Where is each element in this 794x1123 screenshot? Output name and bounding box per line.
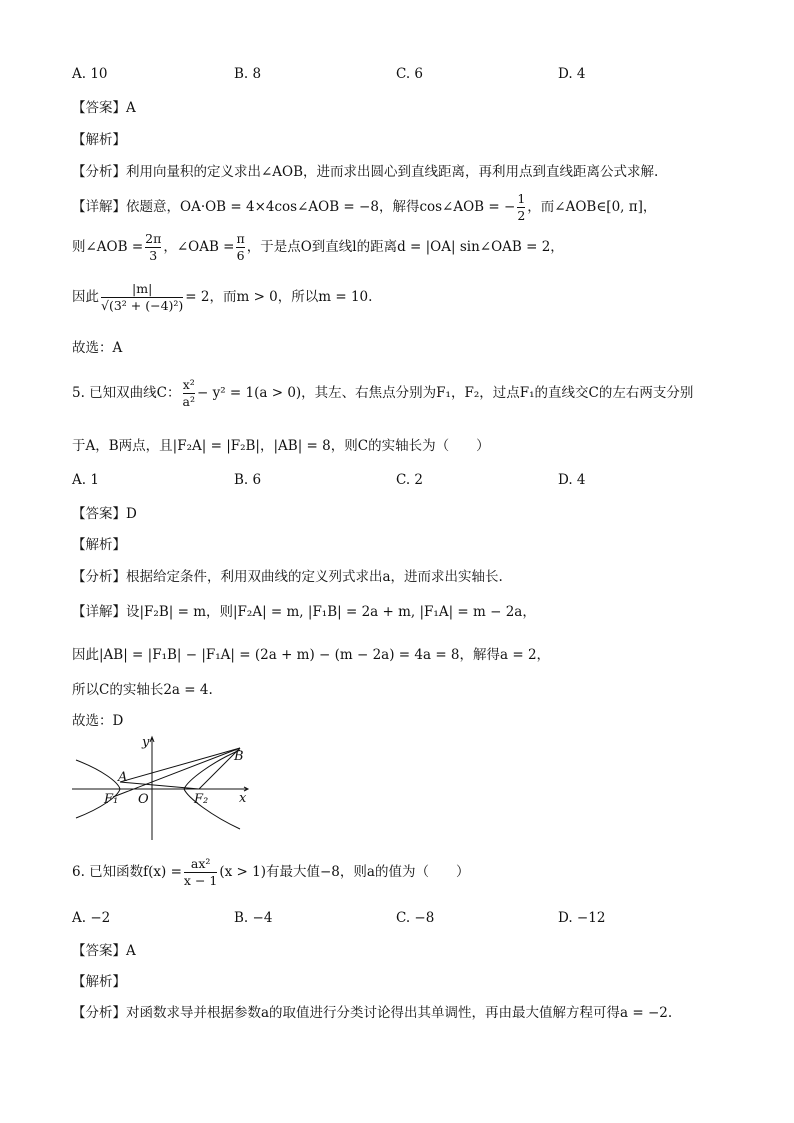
fraction-denominator: 2 <box>517 208 526 223</box>
detail-text: 则∠AOB = <box>72 239 144 255</box>
label-a: A <box>118 770 128 785</box>
q4-detail-line2 <box>72 230 564 264</box>
answer-tag: 【答案】 <box>72 943 126 959</box>
q4-fenxi <box>72 162 658 182</box>
xiangjie-tag: 【详解】 <box>72 199 126 215</box>
fraction <box>145 231 161 264</box>
q5-detail-line3: 所以C的实轴长2a = 4. <box>72 682 213 698</box>
fraction <box>184 856 217 889</box>
q4-detail-line3 <box>72 280 372 314</box>
fraction-denominator: x − 1 <box>183 873 218 888</box>
q6-options <box>72 910 672 930</box>
label-f2: F₂ <box>194 792 209 807</box>
q5-choice: 故选：D <box>72 713 124 729</box>
q6-answer <box>72 941 136 961</box>
q6-option-b: B. −4 <box>234 910 273 926</box>
answer-value: A <box>126 100 136 116</box>
q6-stem <box>72 855 469 889</box>
q5-stem-line2: 于A，B两点，且|F₂A| = |F₂B|，|AB| = 8，则C的实轴长为（ ） <box>72 438 490 454</box>
stem-text: (x > 1)有最大值−8，则a的值为（ ） <box>219 864 470 880</box>
q6-option-c: C. −8 <box>396 910 435 926</box>
answer-tag: 【答案】 <box>72 506 126 522</box>
analysis-tag: 【解析】 <box>72 537 126 553</box>
analysis-tag: 【解析】 <box>72 132 126 148</box>
fraction-numerator: |m| <box>132 281 153 296</box>
fenxi-text: 利用向量积的定义求出∠AOB，进而求出圆心到直线距离，再利用点到直线距离公式求解. <box>126 164 659 180</box>
line-a-f2 <box>120 782 199 789</box>
fraction <box>183 377 195 410</box>
label-x: x <box>239 791 247 806</box>
detail-text: ，∠OAB = <box>163 239 235 255</box>
fraction-numerator: ax² <box>190 856 211 871</box>
q5-answer <box>72 504 137 524</box>
fenxi-text: 根据给定条件，利用双曲线的定义列式求出a，进而求出实轴长. <box>126 569 503 585</box>
q5-option-d: D. 4 <box>558 472 586 488</box>
line-f1-b <box>113 748 240 797</box>
q4-choice: 故选：A <box>72 340 123 356</box>
detail-text: ，而∠AOB∈[0, π]， <box>527 199 657 215</box>
q6-fenxi <box>72 1003 672 1023</box>
fraction-denominator: 3 <box>145 247 161 264</box>
q5-options <box>72 472 672 492</box>
q6-option-a: A. −2 <box>72 910 111 926</box>
q4-option-d: D. 4 <box>558 66 586 82</box>
q5-detail-line1 <box>72 602 536 622</box>
line-a-b <box>120 748 240 782</box>
xiangjie-tag: 【详解】 <box>72 604 126 620</box>
fenxi-tag: 【分析】 <box>72 164 126 180</box>
answer-value: A <box>126 943 136 959</box>
q5-option-b: B. 6 <box>234 472 262 488</box>
q4-options <box>72 66 672 86</box>
fraction-numerator: π <box>236 231 245 246</box>
stem-text: 5. 已知双曲线C： <box>72 385 181 401</box>
fenxi-tag: 【分析】 <box>72 1005 126 1021</box>
detail-text: 设|F₂B| = m，则|F₂A| = m, |F₁B| = 2a + m, |F₁A| = m − 2a， <box>126 604 536 620</box>
stem-text: − y² = 1(a > 0)，其左、右焦点分别为F₁，F₂，过点F₁的直线交C的左右两支分别 <box>196 385 694 401</box>
fraction-denominator: √(3² + (−4)²) <box>101 298 184 313</box>
fraction-numerator: 2π <box>145 231 162 246</box>
q4-answer <box>72 98 136 118</box>
q6-option-d: D. −12 <box>558 910 606 926</box>
answer-value: D <box>126 506 137 522</box>
label-b: B <box>234 749 244 764</box>
answer-tag: 【答案】 <box>72 100 126 116</box>
label-y: y <box>142 735 150 750</box>
q4-option-a: A. 10 <box>72 66 108 82</box>
q5-analysis-heading <box>72 535 126 555</box>
stem-text: 6. 已知函数f(x) = <box>72 864 182 880</box>
fraction-numerator: 1 <box>517 191 526 206</box>
fraction-denominator: a² <box>182 394 195 409</box>
q5-option-c: C. 2 <box>396 472 424 488</box>
q5-detail-line2: 因此|AB| = |F₁B| − |F₁A| = (2a + m) − (m − 2a) = 4a = 8，解得a = 2， <box>72 647 551 663</box>
detail-text: ，于是点O到直线l的距离d = |OA| sin∠OAB = 2， <box>246 239 564 255</box>
hyperbola-figure <box>72 732 262 842</box>
analysis-tag: 【解析】 <box>72 974 126 990</box>
q5-stem-line1 <box>72 376 693 410</box>
fenxi-tag: 【分析】 <box>72 569 126 585</box>
fraction <box>101 281 183 314</box>
fraction-numerator: x² <box>182 377 195 392</box>
label-o: O <box>138 792 149 807</box>
detail-text: = 2，而m > 0，所以m = 10. <box>185 289 373 305</box>
q4-detail-line1 <box>72 190 656 224</box>
q4-analysis-heading <box>72 130 126 150</box>
q6-analysis-heading <box>72 972 126 992</box>
detail-text: 依题意，OA·OB = 4×4cos∠AOB = −8，解得cos∠AOB = − <box>126 199 516 215</box>
fraction-denominator: 6 <box>236 248 245 263</box>
fenxi-text: 对函数求导并根据参数a的取值进行分类讨论得出其单调性，再由最大值解方程可得a = −2. <box>126 1005 673 1021</box>
detail-text: 因此 <box>72 289 99 305</box>
fraction <box>517 191 525 224</box>
fraction <box>236 231 244 264</box>
q5-option-a: A. 1 <box>72 472 99 488</box>
label-f1: F₁ <box>104 792 119 807</box>
q4-option-b: B. 8 <box>234 66 262 82</box>
q4-option-c: C. 6 <box>396 66 424 82</box>
q5-fenxi <box>72 567 503 587</box>
